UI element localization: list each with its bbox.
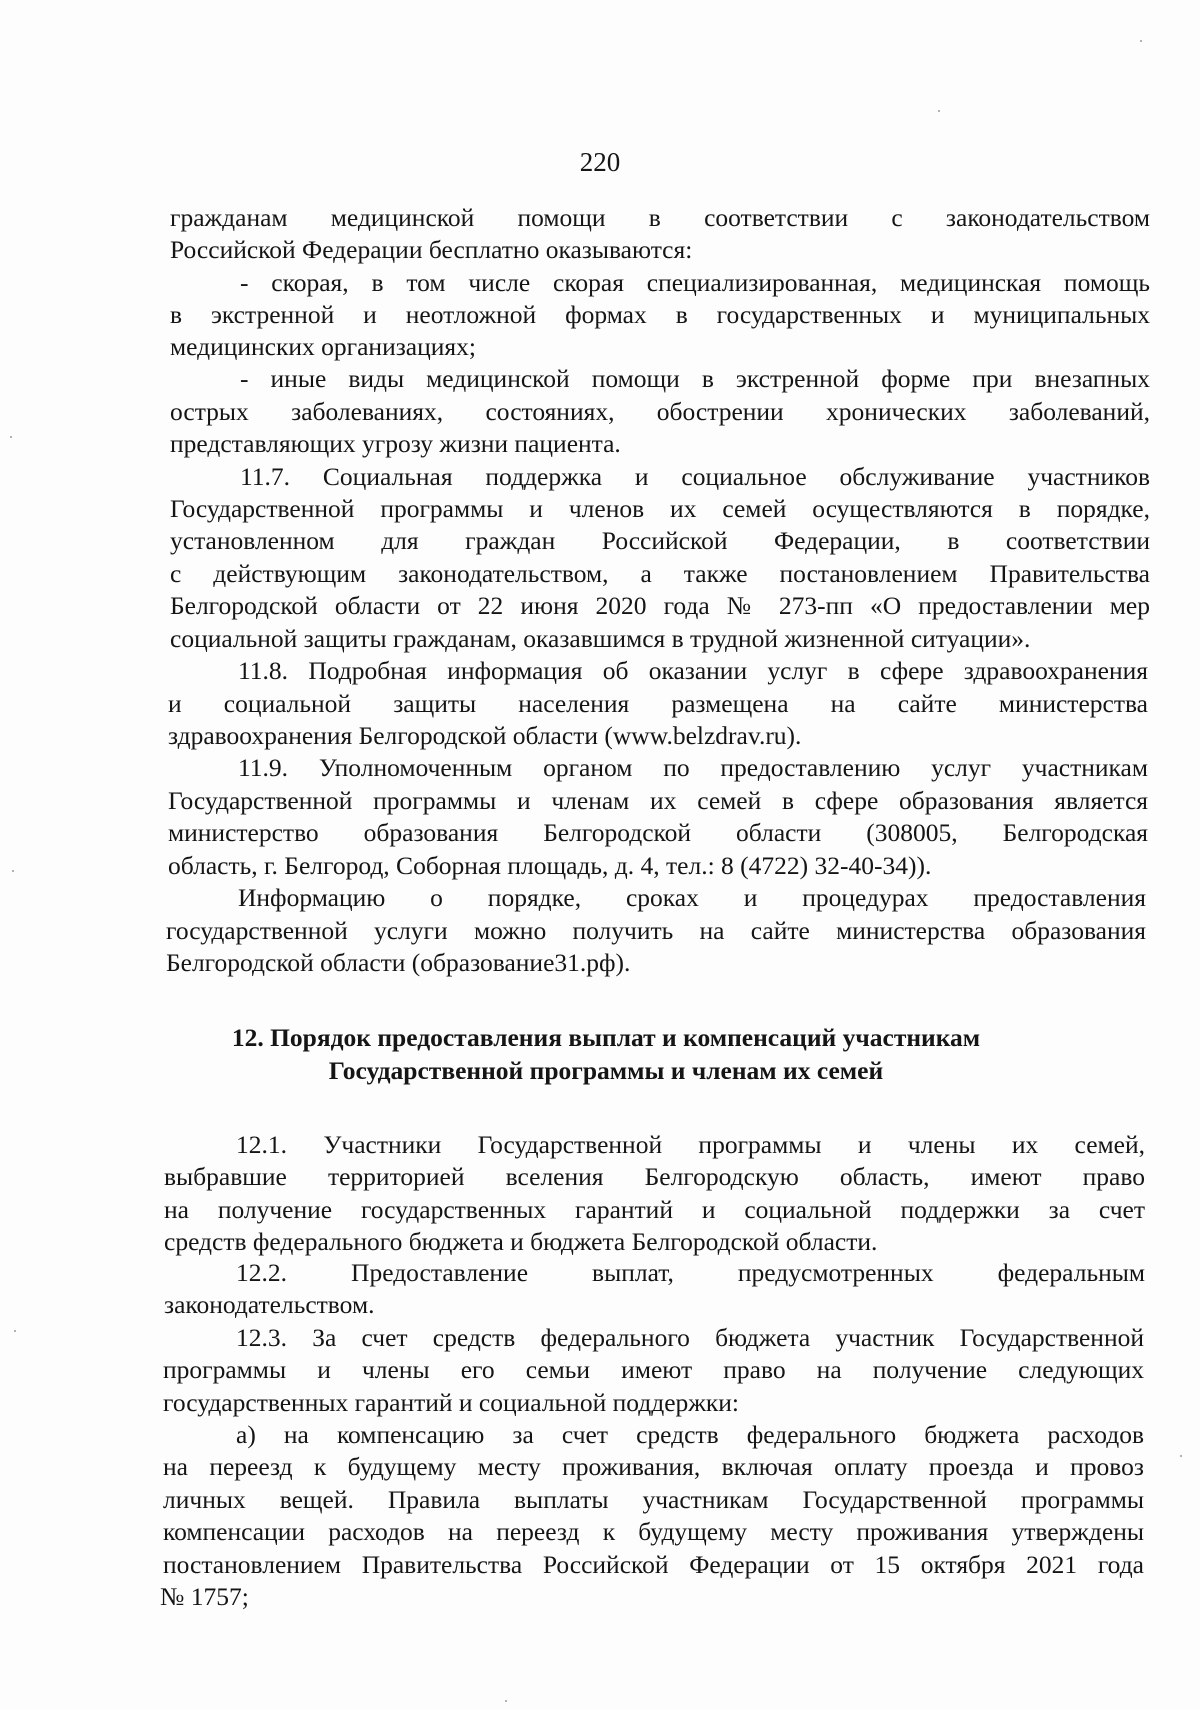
text-line: установленном для граждан Российской Федерации, в соответствии <box>170 526 1150 555</box>
text-line: Государственной программы и членам их семей в сфере образования является <box>168 786 1148 815</box>
text-line: на получение государственных гарантий и социальной поддержки за счет <box>164 1195 1145 1224</box>
scan-speck <box>1180 1455 1182 1457</box>
text-line: здравоохранения Белгородской области (www.belzdrav.ru). <box>168 721 802 750</box>
text-line: 12.1. Участники Государственной программы и члены их семей, <box>236 1130 1145 1159</box>
text-line: гражданам медицинской помощи в соответствии с законодательством <box>170 203 1150 232</box>
text-line: на переезд к будущему месту проживания, включая оплату проезда и провоз <box>163 1452 1144 1481</box>
section-heading-line-1: 12. Порядок предоставления выплат и компенсаций участникам <box>231 1023 981 1052</box>
text-line: - иные виды медицинской помощи в экстренной форме при внезапных <box>240 364 1150 393</box>
scan-speck <box>14 1330 16 1332</box>
section-heading-line-2: Государственной программы и членам их семей <box>328 1056 884 1085</box>
scan-speck <box>938 110 940 112</box>
text-line: Белгородской области (образование31.рф). <box>166 948 631 977</box>
text-line: Белгородской области от 22 июня 2020 года № 273-пп «О предоставлении мер <box>170 591 1150 620</box>
text-line: 11.9. Уполномоченным органом по предоставлению услуг участникам <box>238 753 1148 782</box>
text-line: выбравшие территорией вселения Белгородскую область, имеют право <box>164 1162 1145 1191</box>
page-number: 220 <box>579 147 621 177</box>
text-line: с действующим законодательством, а также постановлением Правительства <box>170 559 1150 588</box>
text-line: и социальной защиты населения размещена на сайте министерства <box>168 689 1148 718</box>
text-line: 12.2. Предоставление выплат, предусмотренных федеральным <box>236 1258 1145 1287</box>
text-line: компенсации расходов на переезд к будущему месту проживания утверждены <box>163 1517 1144 1546</box>
text-line: личных вещей. Правила выплаты участникам Государственной программы <box>163 1485 1144 1514</box>
scan-speck <box>1140 40 1142 42</box>
text-line: острых заболеваниях, состояниях, обострении хронических заболеваний, <box>170 397 1150 426</box>
text-line: представляющих угрозу жизни пациента. <box>170 429 621 458</box>
scan-speck <box>10 436 12 438</box>
text-line: Российской Федерации бесплатно оказываются: <box>170 235 693 264</box>
text-line: медицинских организациях; <box>170 332 476 361</box>
text-line: законодательством. <box>164 1290 375 1319</box>
scan-speck <box>505 1700 507 1702</box>
text-line: программы и члены его семьи имеют право на получение следующих <box>163 1355 1144 1384</box>
text-line: социальной защиты гражданам, оказавшимся в трудной жизненной ситуации». <box>170 624 1031 653</box>
text-line: 11.8. Подробная информация об оказании услуг в сфере здравоохранения <box>238 656 1148 685</box>
text-line: Государственной программы и членов их семей осуществляются в порядке, <box>170 494 1150 523</box>
text-line: а) на компенсацию за счет средств федерального бюджета расходов <box>236 1420 1144 1449</box>
text-line: министерство образования Белгородской области (308005, Белгородская <box>168 818 1148 847</box>
text-line: 12.3. За счет средств федерального бюджета участник Государственной <box>236 1323 1144 1352</box>
scan-speck <box>12 870 14 872</box>
text-line: средств федерального бюджета и бюджета Белгородской области. <box>164 1227 878 1256</box>
text-line: государственной услуги можно получить на сайте министерства образования <box>166 916 1146 945</box>
text-line: область, г. Белгород, Соборная площадь, д. 4, тел.: 8 (4722) 32-40-34)). <box>168 851 932 880</box>
text-line: 11.7. Социальная поддержка и социальное обслуживание участников <box>240 462 1150 491</box>
text-line: постановлением Правительства Российской Федерации от 15 октября 2021 года <box>163 1550 1144 1579</box>
text-line: государственных гарантий и социальной поддержки: <box>163 1388 740 1417</box>
text-line: в экстренной и неотложной формах в государственных и муниципальных <box>170 300 1150 329</box>
text-line: № 1757; <box>160 1582 249 1611</box>
text-line: Информацию о порядке, сроках и процедурах предоставления <box>238 883 1146 912</box>
text-line: - скорая, в том числе скорая специализированная, медицинская помощь <box>240 268 1150 297</box>
